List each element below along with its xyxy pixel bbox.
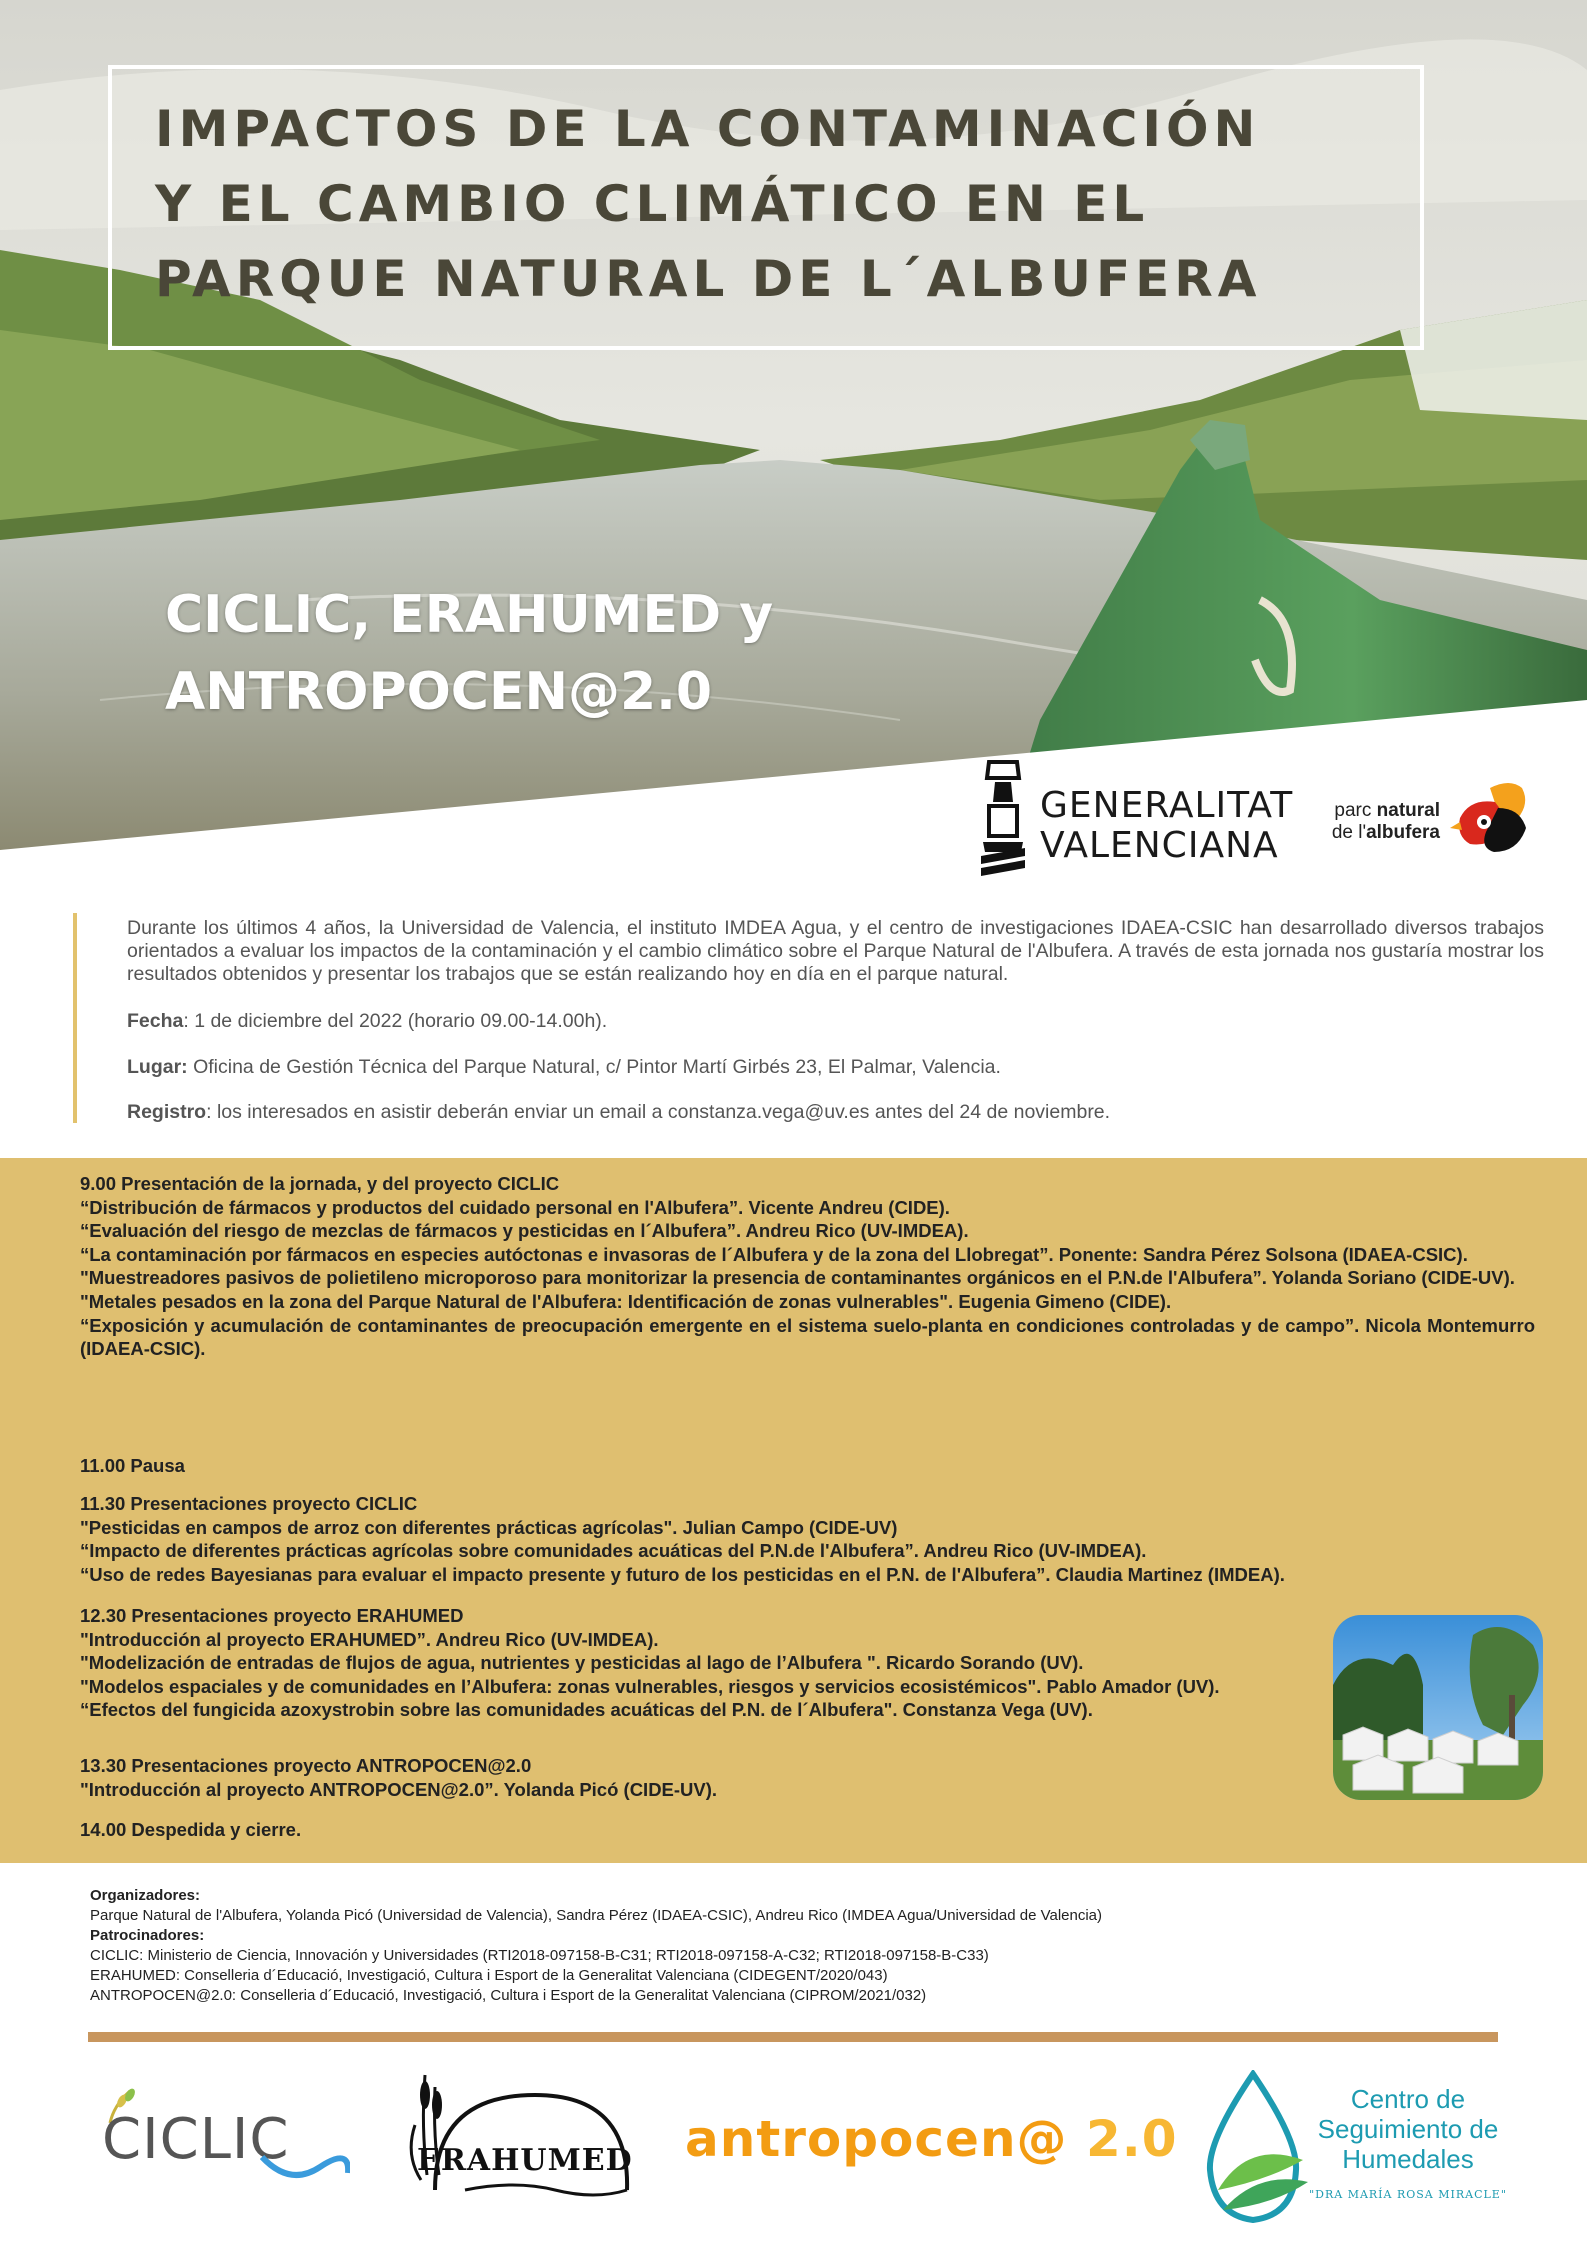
antropocen-logo <box>685 2110 1178 2170</box>
agenda-item: 13.30 Presentaciones proyecto ANTROPOCEN@2.0 <box>80 1755 532 1776</box>
agenda-block-1 <box>80 1172 1535 1361</box>
mesocosm-photo-illustration <box>1333 1615 1543 1800</box>
pna-text-line-2: de l'albufera <box>1331 822 1440 843</box>
water-wave-icon <box>260 2147 350 2187</box>
agenda-item: “Uso de redes Bayesianas para evaluar el impacto presente y futuro de los pesticidas en el P.N. de l'Albufera”. Claudia Martinez (IMDEA). <box>80 1563 1285 1585</box>
organizadores-text: Parque Natural de l'Albufera, Yolanda Picó (Universidad de Valencia), Sandra Pérez (IDAEA-CSIC), Andreu Rico (IMDEA Agua/Universidad de Valencia) <box>90 1907 1103 1924</box>
agenda-item: "Modelización de entradas de flujos de agua, nutrientes y pesticidas al lago de l’Albufera ". Ricardo Sorando (UV). <box>80 1652 1084 1674</box>
antropocen-text: antropocen@ 2.0 <box>685 2110 1178 2168</box>
agenda-item: “La contaminación por fármacos en especies autóctonas e invasoras de l´Albufera y de la zona del Llobregat”. Ponente: Sandra Pérez Solsona (IDAEA-CSIC). <box>80 1243 1468 1265</box>
subtitle-line-2: ANTROPOCEN@2.0 <box>165 662 713 722</box>
organizadores-label: Organizadores: <box>90 1887 201 1904</box>
agenda-item: 11.30 Presentaciones proyecto CICLIC <box>80 1493 418 1514</box>
wetland-photo <box>1333 1615 1543 1800</box>
patrocinador-item: ERAHUMED: Conselleria d´Educació, Investigació, Cultura i Esport de la Generalitat Valenciana (CIDEGENT/2020/043) <box>90 1967 888 1984</box>
agenda-item: “Exposición y acumulación de contaminantes de preocupación emergente en el sistema suelo-planta en condiciones controladas y de campo”. Nicola Montemurro (IDAEA-CSIC). <box>80 1314 1535 1360</box>
agenda-item: “Efectos del fungicida azoxystrobin sobre las comunidades acuáticas del P.N. de l´Albufera". Constanza Vega (UV). <box>80 1699 1093 1721</box>
title-line-2: Y EL CAMBIO CLIMÁTICO EN EL <box>155 175 1150 233</box>
agenda-item: 9.00 Presentación de la jornada, y del proyecto CICLIC <box>80 1173 560 1194</box>
agenda-item: "Metales pesados en la zona del Parque Natural de l'Albufera: Identificación de zonas vulnerables". Eugenia Gimeno (CIDE). <box>80 1290 1172 1312</box>
gv-text-line-1: GENERALITAT <box>1040 785 1294 826</box>
agenda-item: "Introducción al proyecto ANTROPOCEN@2.0”. Yolanda Picó (CIDE-UV). <box>80 1778 718 1800</box>
gv-text-line-2: VALENCIANA <box>1040 825 1279 866</box>
patrocinador-item: ANTROPOCEN@2.0: Conselleria d´Educació, Investigació, Cultura i Esport de la Generalitat Valenciana (CIPROM/2021/032) <box>90 1987 927 2004</box>
fecha-value: : 1 de diciembre del 2022 (horario 09.00-14.00h). <box>183 1010 608 1032</box>
agenda-block-4 <box>80 1754 1315 1801</box>
agenda-block-3 <box>80 1604 1315 1722</box>
intro-description: Durante los últimos 4 años, la Universidad de Valencia, el instituto IMDEA Agua, y el centro de investigaciones IDAEA-CSIC han desarrollado diversos trabajos orientados a evaluar los impactos de la contaminación y el cambio climático sobre el Parque Natural de l'Albufera. A través de esta jornada nos gustaría mostrar los resultados obtenidos y presentar los trabajos que se están realizando hoy en día en el parque natural. <box>127 917 1544 985</box>
patrocinador-item: CICLIC: Ministerio de Ciencia, Innovación y Universidades (RTI2018-097158-B-C31; RTI2018-097158-A-C32; RTI2018-097158-B-C33) <box>90 1947 989 1964</box>
lugar-row <box>127 1056 1544 1079</box>
generalitat-valenciana-logo <box>975 758 1294 883</box>
registro-label: Registro <box>127 1101 207 1123</box>
agenda-item: “Evaluación del riesgo de mezclas de fármacos y pesticidas en l´Albufera”. Andreu Rico (UV-IMDEA). <box>80 1220 969 1242</box>
agenda-cierre: 14.00 Despedida y cierre. <box>80 1819 302 1840</box>
agenda-pausa: 11.00 Pausa <box>80 1455 185 1476</box>
agenda-item: "Introducción al proyecto ERAHUMED”. Andreu Rico (UV-IMDEA). <box>80 1628 659 1650</box>
agenda-item: "Pesticidas en campos de arroz con diferentes prácticas agrícolas". Julian Campo (CIDE-UV) <box>80 1516 898 1538</box>
csh-subtitle: "DRA MARÍA ROSA MIRACLE" <box>1309 2188 1507 2201</box>
csh-text: Centro de Seguimiento de Humedales <box>1317 2084 1499 2174</box>
patrocinadores-label: Patrocinadores: <box>90 1927 205 1944</box>
title-line-3: PARQUE NATURAL DE L´ALBUFERA <box>155 250 1262 308</box>
agenda-item: “Distribución de fármacos y productos del cuidado personal en l'Albufera”. Vicente Andreu (CIDE). <box>80 1196 950 1218</box>
agenda-item: "Muestreadores pasivos de polietileno microporoso para monitorizar la presencia de contaminantes orgánicos en el P.N.de l'Albufera”. Yolanda Soriano (CIDE-UV). <box>80 1267 1515 1289</box>
reeds-arc-icon <box>395 2065 640 2200</box>
ciclic-text: CICLIC <box>102 2107 290 2172</box>
intro-section <box>73 913 1544 1123</box>
agenda-item: "Modelos espaciales y de comunidades en l’Albufera: zonas vulnerables, riesgos y servicios ecosistémicos". Pablo Amador (UV). <box>80 1675 1220 1697</box>
registro-value: : los interesados en asistir deberán enviar un email a constanza.vega@uv.es antes del 24 de noviembre. <box>206 1101 1111 1123</box>
parc-natural-albufera-logo <box>1331 778 1535 868</box>
fecha-row <box>127 1010 1544 1033</box>
agenda-item: “Impacto de diferentes prácticas agrícolas sobre comunidades acuáticas del P.N.de l'Albufera”. Andreu Rico (UV-IMDEA). <box>80 1540 1147 1562</box>
bird-icon <box>1450 778 1535 863</box>
credits-section <box>90 1886 1510 2006</box>
registro-row <box>127 1101 1544 1124</box>
lugar-value: Oficina de Gestión Técnica del Parque Natural, c/ Pintor Martí Girbés 23, El Palmar, Valencia. <box>187 1056 1001 1078</box>
subtitle-line-1: CICLIC, ERAHUMED y <box>165 585 774 645</box>
water-drop-leaf-icon <box>1198 2070 1308 2225</box>
gv-crest-icon <box>975 758 1031 883</box>
erahumed-text: ERAHUMED <box>417 2143 633 2178</box>
lugar-label: Lugar: <box>127 1056 188 1078</box>
ciclic-logo <box>100 2085 350 2195</box>
centro-seguimiento-humedales-logo <box>1198 2070 1518 2225</box>
agenda-block-2 <box>80 1492 1535 1586</box>
title-line-1: IMPACTOS DE LA CONTAMINACIÓN <box>155 100 1261 158</box>
fecha-label: Fecha <box>127 1010 184 1032</box>
agenda-item: 12.30 Presentaciones proyecto ERAHUMED <box>80 1605 464 1626</box>
pna-text-line-1: parc natural <box>1334 800 1440 821</box>
erahumed-logo <box>395 2065 640 2200</box>
footer-divider <box>88 2032 1498 2042</box>
